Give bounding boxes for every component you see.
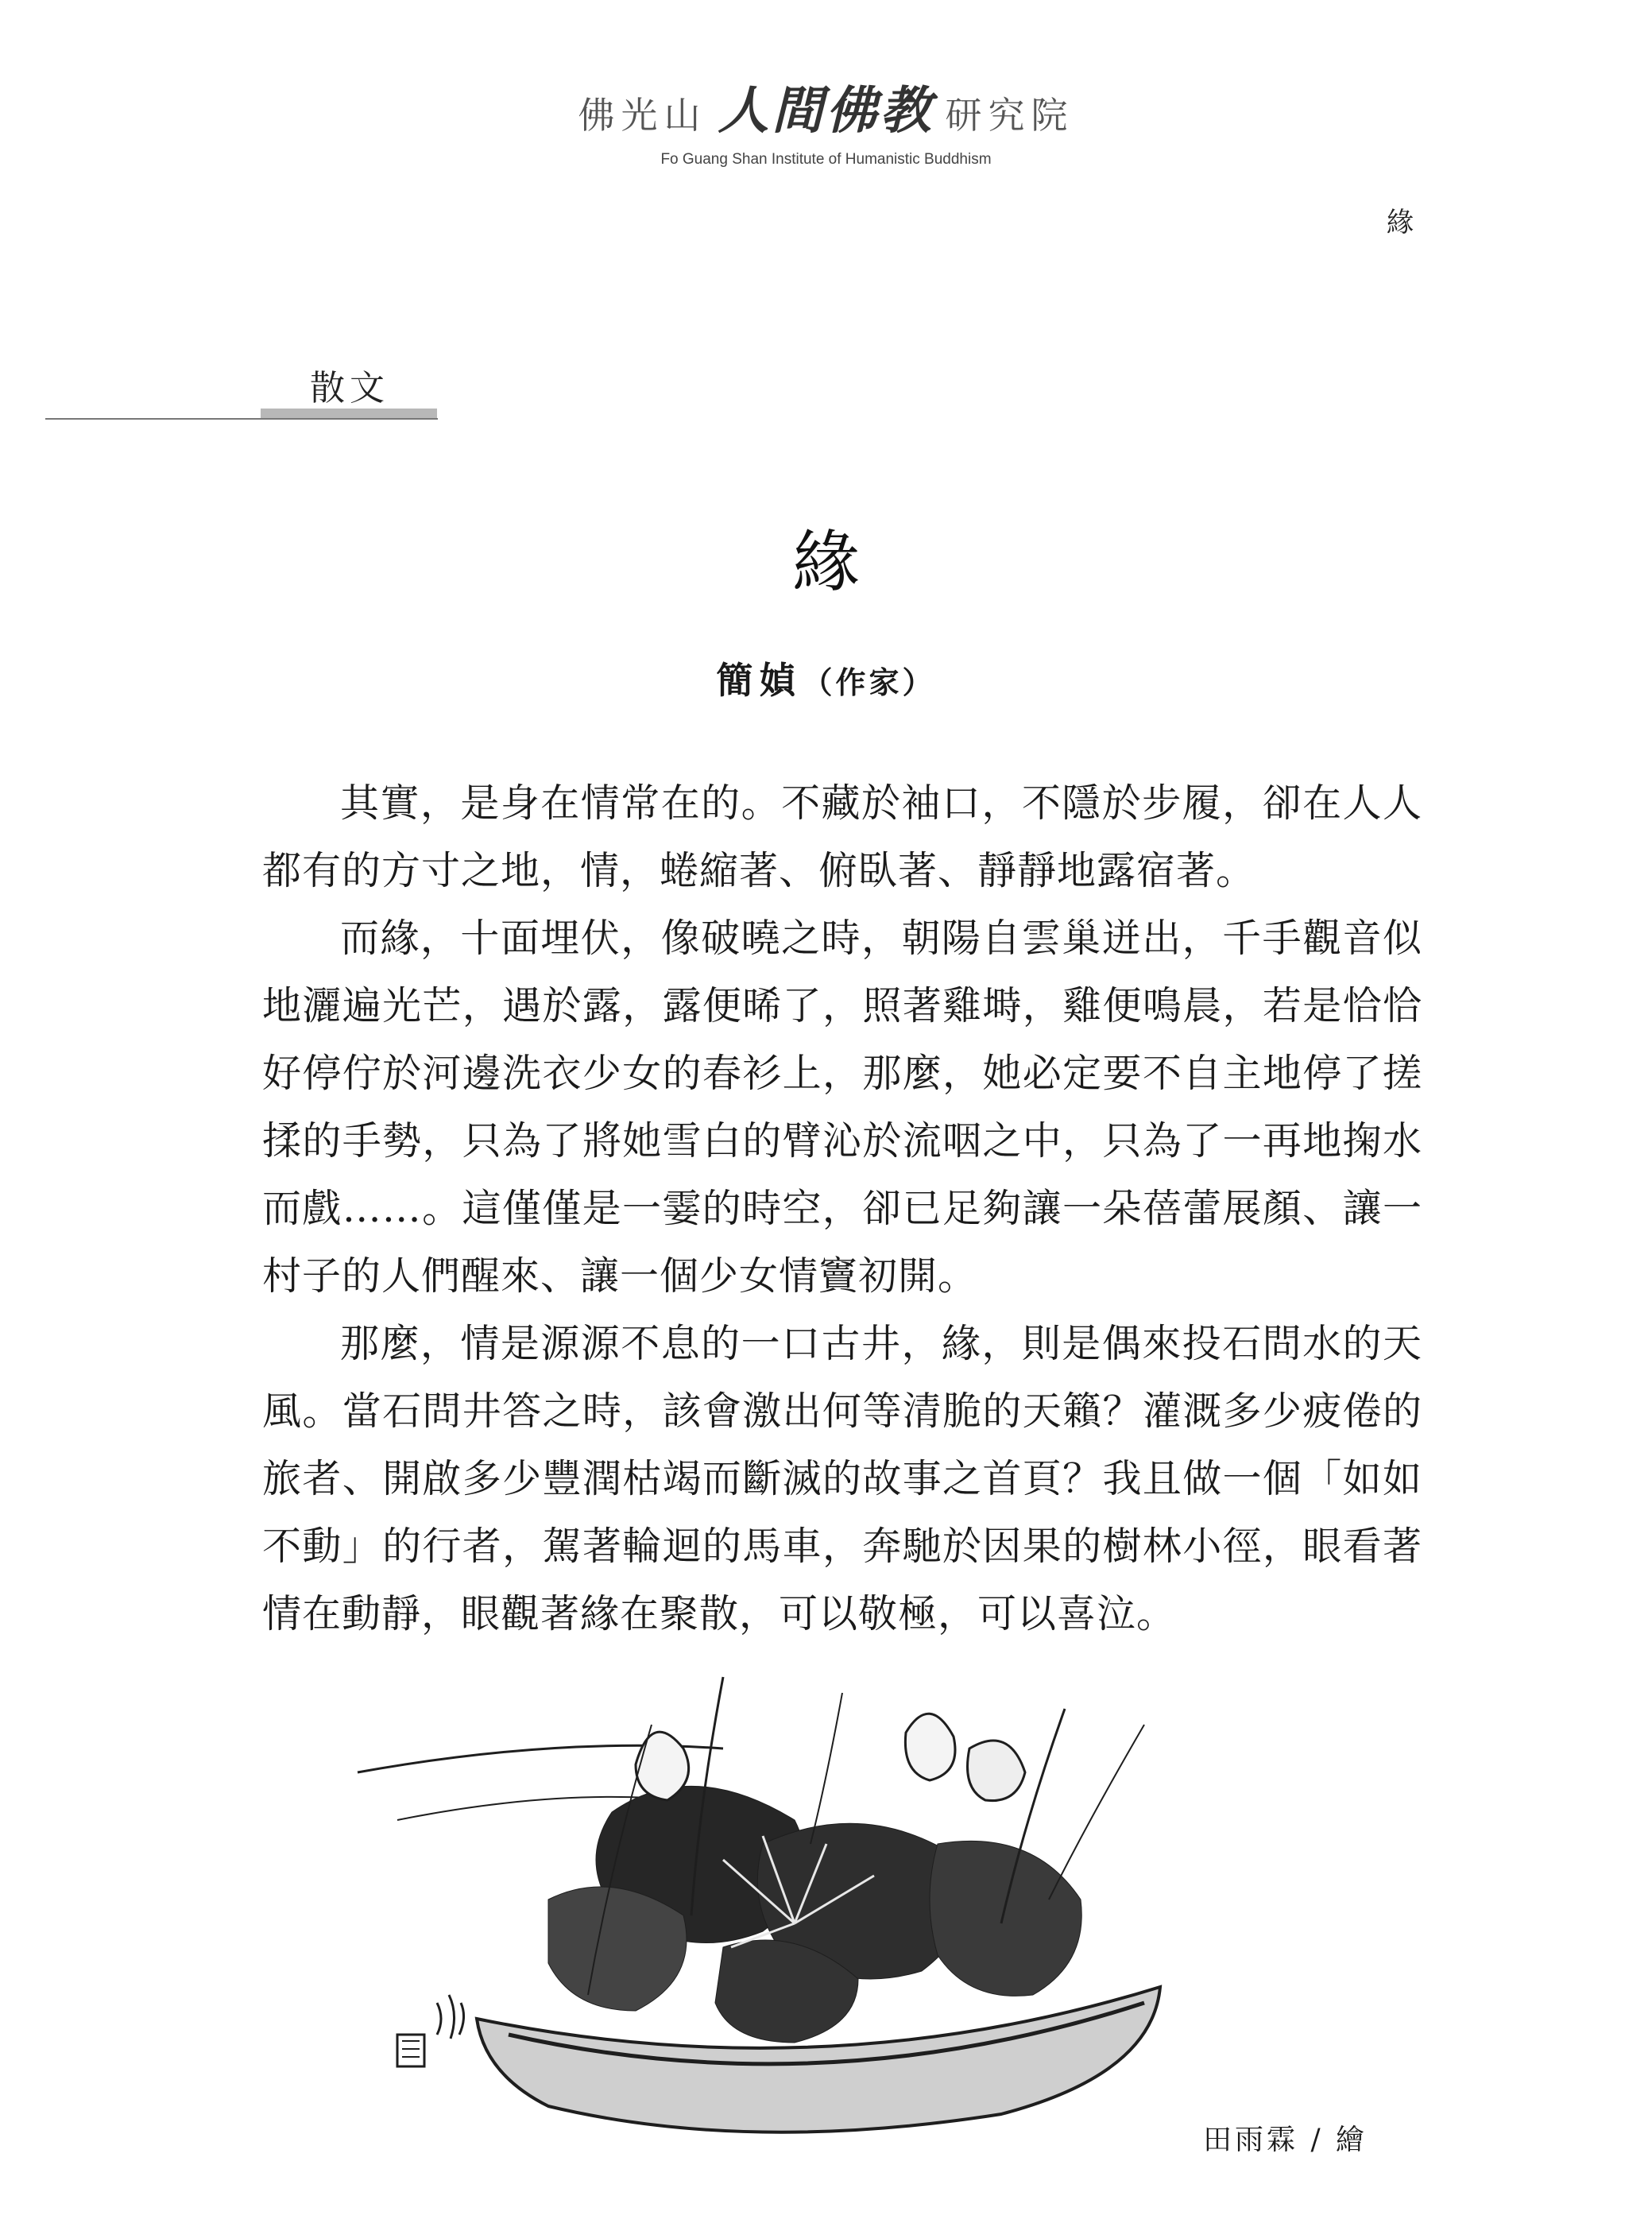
paragraph-3: 那麼，情是源源不息的一口古井，緣，則是偶來投石問水的天風。當石問井答之時，該會激出何等清脆的天籟？灌溉多少疲倦的旅者、開啟多少豐潤枯竭而斷滅的故事之首頁？我且做一個「如如不動」的行者，駕著輪迴的馬車，奔馳於因果的樹林小徑，眼看著情在動靜，眼觀著緣在聚散，可以敬極，可以喜泣。 — [262, 1321, 1422, 1636]
institute-prefix: 佛光山 — [578, 94, 707, 137]
section-rule-highlight — [261, 409, 437, 418]
section-label: 散文 — [310, 368, 389, 409]
institute-brand: 人間佛教 — [718, 81, 934, 141]
section-rule — [45, 418, 438, 420]
article-body — [262, 769, 1422, 1648]
article-title: 緣 — [792, 523, 860, 601]
ink-strokes — [358, 1677, 1160, 2132]
institute-logo — [0, 70, 1652, 143]
institute-header — [0, 70, 1652, 168]
illustration-credit: 田雨霖 / 繪 — [1203, 2124, 1368, 2156]
running-head: 緣 — [1387, 207, 1414, 238]
institute-english-name: Fo Guang Shan Institute of Humanistic Buddhism — [660, 151, 992, 168]
paragraph-1: 其實，是身在情常在的。不藏於袖口，不隱於步履，卻在人人都有的方寸之地，情，蜷縮著、俯臥著、靜靜地露宿著。 — [262, 780, 1422, 893]
institute-suffix: 研究院 — [945, 94, 1074, 137]
author-role: （作家） — [802, 664, 936, 700]
paragraph-2: 而緣，十面埋伏，像破曉之時，朝陽自雲巢迸出，千手觀音似地灑遍光芒，遇於露，露便晞了，照著雞塒，雞便鳴晨，若是恰恰好停佇於河邊洗衣少女的春衫上，那麼，她必定要不自主地停了搓揉的手勢，只為了將她雪白的臂沁於流咽之中，只為了一再地掬水而戲……。這僅僅是一霎的時空，卻已足夠讓一朵蓓蕾展顏、讓一村子的人們醒來、讓一個少女情竇初開。 — [262, 916, 1422, 1299]
byline — [0, 652, 1652, 704]
ink-lotus-painting — [350, 1661, 1303, 2154]
author-name: 簡媜 — [716, 659, 803, 702]
